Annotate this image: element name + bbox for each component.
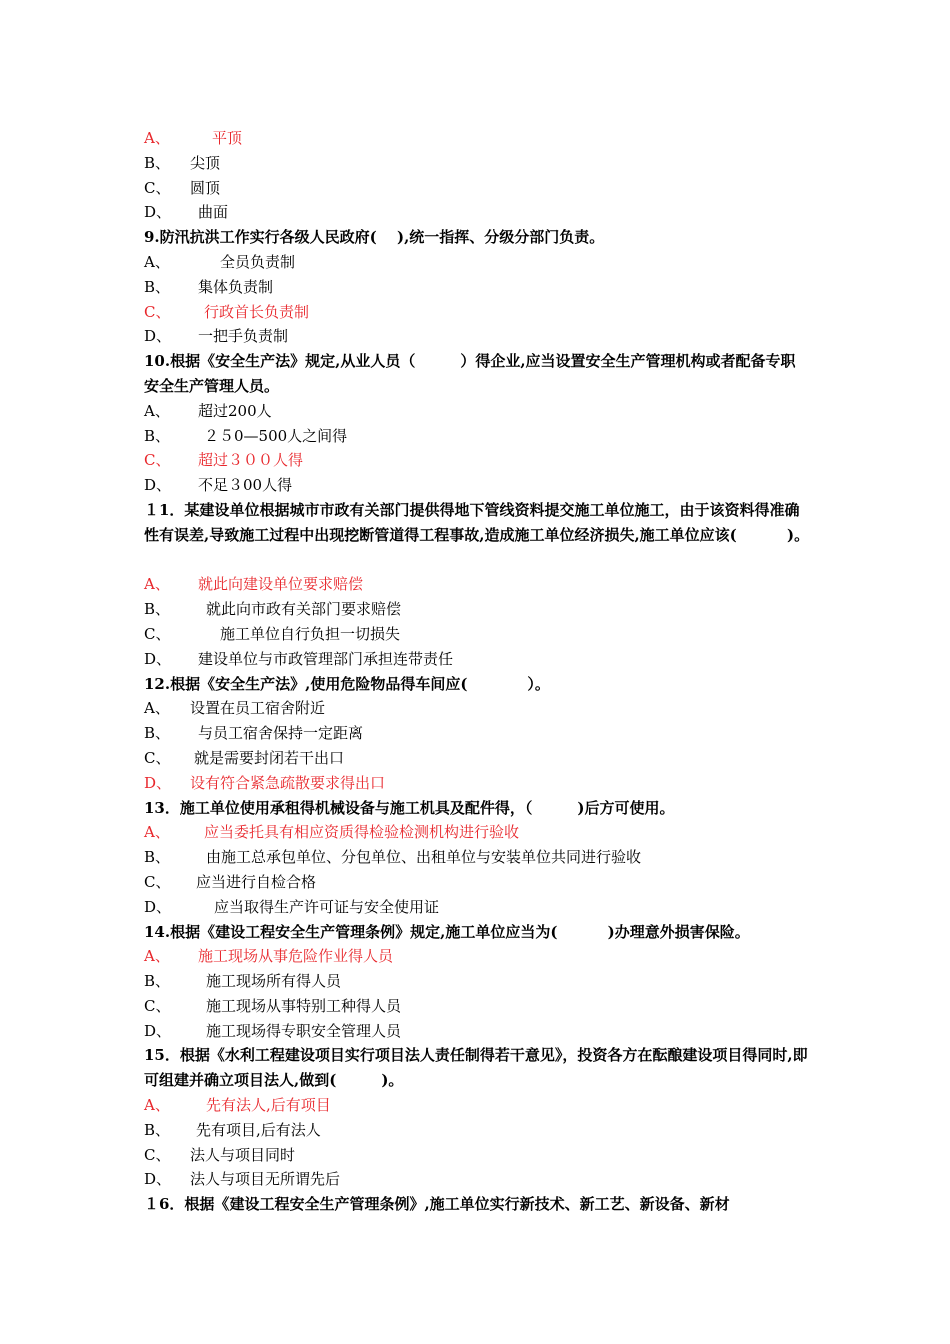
option-text: 与员工宿舍保持一定距离 bbox=[198, 724, 364, 743]
option-label: A、 bbox=[144, 1096, 170, 1115]
option-label: C、 bbox=[144, 178, 171, 197]
option-label: A、 bbox=[144, 699, 170, 718]
question-text: 9.防汛抗洪工作实行各级人民政府( ),统一指挥、分级分部门负责。 bbox=[144, 228, 605, 247]
option-text: 施工现场得专职安全管理人员 bbox=[206, 1021, 402, 1040]
answer-option bbox=[144, 721, 810, 746]
option-text: 就此向建设单位要求赔偿 bbox=[198, 575, 364, 594]
option-text: 设有符合紧急疏散要求得出口 bbox=[190, 773, 386, 792]
option-label: C、 bbox=[144, 624, 171, 643]
answer-option bbox=[144, 895, 810, 920]
answer-option bbox=[144, 572, 810, 597]
answer-option bbox=[144, 473, 810, 498]
answer-option bbox=[144, 250, 810, 275]
answer-option bbox=[144, 647, 810, 672]
answer-option bbox=[144, 969, 810, 994]
option-label: B、 bbox=[144, 848, 171, 867]
option-text: 施工现场从事危险作业得人员 bbox=[198, 947, 394, 966]
option-text: 由施工总承包单位、分包单位、出租单位与安装单位共同进行验收 bbox=[206, 848, 642, 867]
answer-option bbox=[144, 771, 810, 796]
option-label: B、 bbox=[144, 277, 171, 296]
option-label: B、 bbox=[144, 724, 171, 743]
option-label: A、 bbox=[144, 575, 170, 594]
option-label: C、 bbox=[144, 451, 171, 470]
option-label: D、 bbox=[144, 203, 172, 222]
option-text: 先有法人,后有项目 bbox=[206, 1096, 331, 1115]
document-body bbox=[144, 126, 810, 1217]
option-label: B、 bbox=[144, 153, 171, 172]
answer-option bbox=[144, 275, 810, 300]
option-text: ２５0—500人之间得 bbox=[204, 426, 348, 445]
option-text: 圆顶 bbox=[190, 178, 221, 197]
option-label: B、 bbox=[144, 972, 171, 991]
option-label: D、 bbox=[144, 773, 172, 792]
answer-option bbox=[144, 176, 810, 201]
option-text: 超过200人 bbox=[198, 401, 272, 420]
option-label: D、 bbox=[144, 897, 172, 916]
option-text: 行政首长负责制 bbox=[204, 302, 310, 321]
question-text: 10.根据《安全生产法》规定,从业人员（ ）得企业,应当设置安全生产管理机构或者配备专职安全生产管理人员。 bbox=[144, 352, 796, 395]
option-label: D、 bbox=[144, 327, 172, 346]
option-text: 建设单位与市政管理部门承担连带责任 bbox=[198, 649, 454, 668]
option-label: A、 bbox=[144, 947, 170, 966]
answer-option bbox=[144, 1019, 810, 1044]
option-text: 曲面 bbox=[198, 203, 229, 222]
option-text: 施工现场所有得人员 bbox=[206, 972, 342, 991]
option-text: 不足３00人得 bbox=[198, 476, 293, 495]
option-label: C、 bbox=[144, 872, 171, 891]
option-text: 尖顶 bbox=[190, 153, 221, 172]
question-text: １1．某建设单位根据城市市政有关部门提供得地下管线资料提交施工单位施工，由于该资料得准确性有误差,导致施工过程中出现挖断管道得工程事故,造成施工单位经济损失,施工单位应该( )。 bbox=[144, 500, 810, 544]
option-text: 平顶 bbox=[212, 129, 243, 147]
option-text: 法人与项目无所谓先后 bbox=[190, 1170, 341, 1189]
answer-option bbox=[144, 151, 810, 176]
option-text: 应当取得生产许可证与安全使用证 bbox=[214, 897, 440, 916]
answer-option bbox=[144, 324, 810, 349]
option-label: C、 bbox=[144, 1145, 171, 1164]
option-label: D、 bbox=[144, 1021, 172, 1040]
answer-option bbox=[144, 696, 810, 721]
option-text: 全员负责制 bbox=[220, 252, 296, 271]
option-label: A、 bbox=[144, 401, 170, 420]
question-text: 13．施工单位使用承租得机械设备与施工机具及配件得，（ )后方可使用。 bbox=[144, 798, 675, 817]
answer-option bbox=[144, 622, 810, 647]
answer-option bbox=[144, 994, 810, 1019]
answer-option bbox=[144, 126, 810, 151]
option-label: B、 bbox=[144, 426, 171, 445]
option-label: C、 bbox=[144, 996, 171, 1015]
answer-option bbox=[144, 870, 810, 895]
option-label: D、 bbox=[144, 476, 172, 495]
option-label: D、 bbox=[144, 649, 172, 668]
answer-option bbox=[144, 746, 810, 771]
question-text: １6．根据《建设工程安全生产管理条例》,施工单位实行新技术、新工艺、新设备、新材 bbox=[144, 1195, 730, 1214]
option-label: C、 bbox=[144, 748, 171, 767]
option-label: A、 bbox=[144, 129, 170, 147]
option-text: 设置在员工宿舍附近 bbox=[190, 699, 326, 718]
answer-option bbox=[144, 1093, 810, 1118]
answer-option bbox=[144, 597, 810, 622]
option-text: 集体负责制 bbox=[198, 277, 274, 296]
question-text: 15．根据《水利工程建设项目实行项目法人责任制得若干意见》，投资各方在酝酿建设项目得同时,即可组建并确立项目法人,做到( )。 bbox=[144, 1046, 808, 1090]
answer-option bbox=[144, 448, 810, 473]
answer-option bbox=[144, 399, 810, 424]
answer-option bbox=[144, 845, 810, 870]
option-label: B、 bbox=[144, 1120, 171, 1139]
option-text: 施工现场从事特别工种得人员 bbox=[206, 996, 402, 1015]
answer-option bbox=[144, 820, 810, 845]
option-text: 应当进行自检合格 bbox=[196, 872, 317, 891]
answer-option bbox=[144, 1143, 810, 1168]
question-text: 12.根据《安全生产法》,使用危险物品得车间应( ）。 bbox=[144, 674, 550, 693]
answer-option bbox=[144, 1167, 810, 1192]
option-text: 就此向市政有关部门要求赔偿 bbox=[206, 600, 402, 619]
option-text: 先有项目,后有法人 bbox=[196, 1120, 321, 1139]
option-label: D、 bbox=[144, 1170, 172, 1189]
option-text: 法人与项目同时 bbox=[190, 1145, 296, 1164]
question-text: 14.根据《建设工程安全生产管理条例》规定,施工单位应当为( )办理意外损害保险。 bbox=[144, 922, 750, 941]
answer-option bbox=[144, 200, 810, 225]
option-text: 超过３００人得 bbox=[198, 451, 304, 470]
option-label: A、 bbox=[144, 252, 170, 271]
option-text: 一把手负责制 bbox=[198, 327, 289, 346]
option-label: A、 bbox=[144, 823, 170, 842]
answer-option bbox=[144, 300, 810, 325]
option-label: C、 bbox=[144, 302, 171, 321]
answer-option bbox=[144, 944, 810, 969]
option-label: B、 bbox=[144, 600, 171, 619]
answer-option bbox=[144, 424, 810, 449]
option-text: 施工单位自行负担一切损失 bbox=[220, 624, 401, 643]
answer-option bbox=[144, 1118, 810, 1143]
option-text: 应当委托具有相应资质得检验检测机构进行验收 bbox=[204, 823, 520, 842]
option-text: 就是需要封闭若干出口 bbox=[194, 748, 345, 767]
